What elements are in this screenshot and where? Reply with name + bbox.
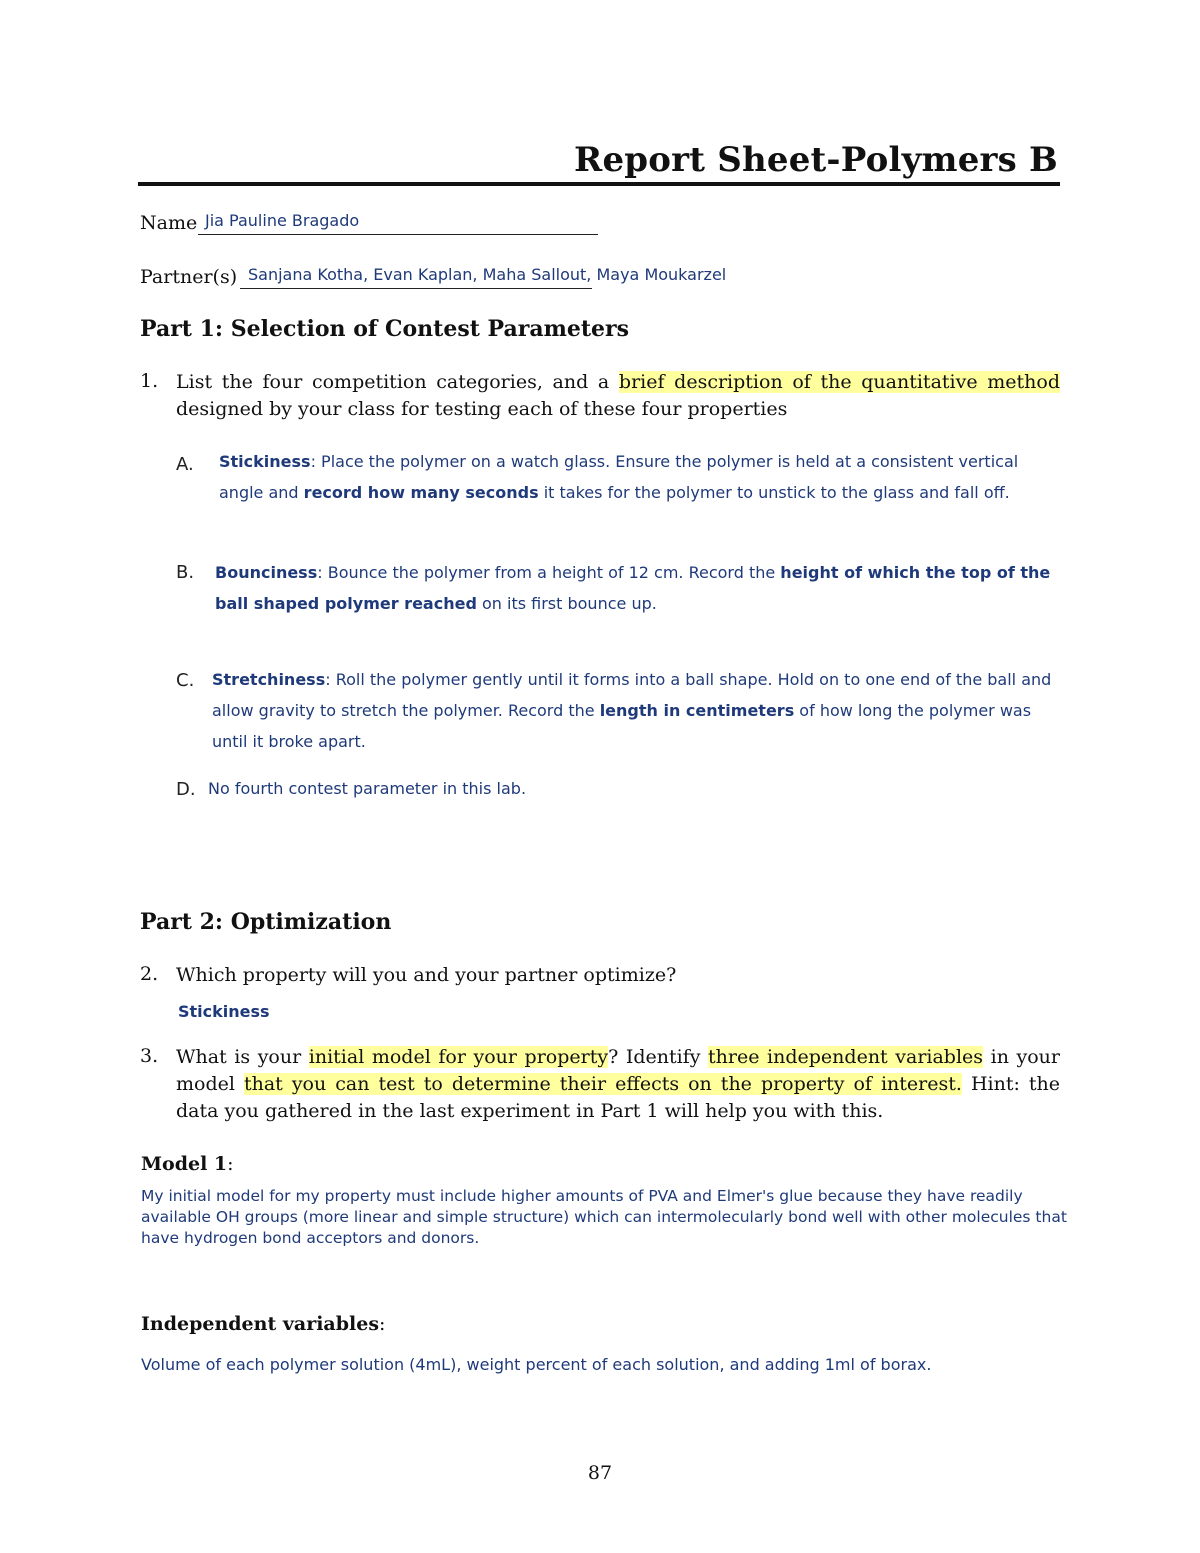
item-c-letter: C. [176,670,195,691]
item-b-letter: B. [176,562,195,583]
q3-text [176,1044,1060,1125]
item-b-text-1: : Bounce the polymer from a height of 12 cm. Record the [317,563,781,582]
item-a-letter: A. [176,454,194,475]
variables-label-text: Independent variables [141,1313,380,1335]
model-label-text: Model 1 [141,1153,228,1175]
item-c-bold: length in centimeters [599,701,795,720]
partners-label: Partner(s) [140,266,238,288]
partners-line [240,288,592,289]
q3-highlight-3: that you can test to determine their effects on the property of interest. [243,1073,962,1095]
part2-heading: Part 2: Optimization [140,909,392,935]
q1-text-b: designed by your class for testing each of these four properties [176,398,788,420]
title-rule [138,182,1060,186]
variables-label [141,1313,385,1335]
item-a-bold: record how many seconds [303,483,539,502]
q3-number: 3. [140,1045,159,1067]
q3-text-4: Hint: the data you gathered in the last experiment in Part 1 will help you with this. [176,1073,1061,1122]
q2-text: Which property will you and your partner optimize? [176,964,677,986]
item-b-text-2: on its first bounce up. [476,594,657,613]
item-d-answer[interactable]: No fourth contest parameter in this lab. [208,779,527,798]
item-a-text-2: it takes for the polymer to unstick to the glass and fall off. [538,483,1010,502]
item-c-term: Stretchiness [212,670,326,689]
q3-highlight-2: three independent variables [708,1046,984,1068]
model-label-colon: : [227,1153,234,1175]
q1-text [176,369,1060,423]
item-b-answer[interactable] [215,557,1060,619]
item-b-bold: height of which the top of the ball shaped polymer reached [215,563,1051,613]
item-a-text-1: : Place the polymer on a watch glass. Ensure the polymer is held at a consistent vertical angle and [219,452,1019,502]
page-title: Report Sheet-Polymers B [574,140,1058,180]
name-value[interactable]: Jia Pauline Bragado [205,211,360,230]
q1-text-a: List the four competition categories, and a [176,371,619,393]
q3-text-1: What is your [176,1046,309,1068]
q2-number: 2. [140,963,159,985]
q3-highlight-1: initial model for your property [308,1046,609,1068]
name-label: Name [140,212,198,234]
variables-label-colon: : [379,1313,386,1335]
model-answer[interactable]: My initial model for my property must include higher amounts of PVA and Elmer's glue because they have readily available OH groups (more linear and simple structure) which can intermolecularly bond well with other molecules that have hydrogen bond acceptors and donors. [141,1187,1067,1247]
item-c-text-1: : Roll the polymer gently until it forms into a ball shape. Hold on to one end of the ball and allow gravity to stretch the polymer. Record the [212,670,1052,720]
variables-answer[interactable]: Volume of each polymer solution (4mL), weight percent of each solution, and adding 1ml of borax. [141,1355,932,1374]
partners-value[interactable]: Sanjana Kotha, Evan Kaplan, Maha Sallout, Maya Moukarzel [248,265,727,284]
q1-number: 1. [140,370,159,392]
page-number: 87 [587,1462,613,1484]
q2-answer[interactable]: Stickiness [178,1002,270,1021]
q1-highlight: brief description of the quantitative method [618,371,1060,393]
name-line [198,234,598,235]
item-a-answer[interactable] [219,446,1049,508]
item-a-term: Stickiness [219,452,311,471]
q3-text-3: in your model [176,1046,1060,1095]
item-c-text-2: of how long the polymer was until it broke apart. [212,701,1032,751]
item-c-answer[interactable] [212,664,1052,757]
item-d-letter: D. [176,779,196,800]
part1-heading: Part 1: Selection of Contest Parameters [140,316,629,342]
q3-text-2: ? Identify [608,1046,709,1068]
item-b-term: Bounciness [215,563,318,582]
model-label [141,1153,234,1175]
